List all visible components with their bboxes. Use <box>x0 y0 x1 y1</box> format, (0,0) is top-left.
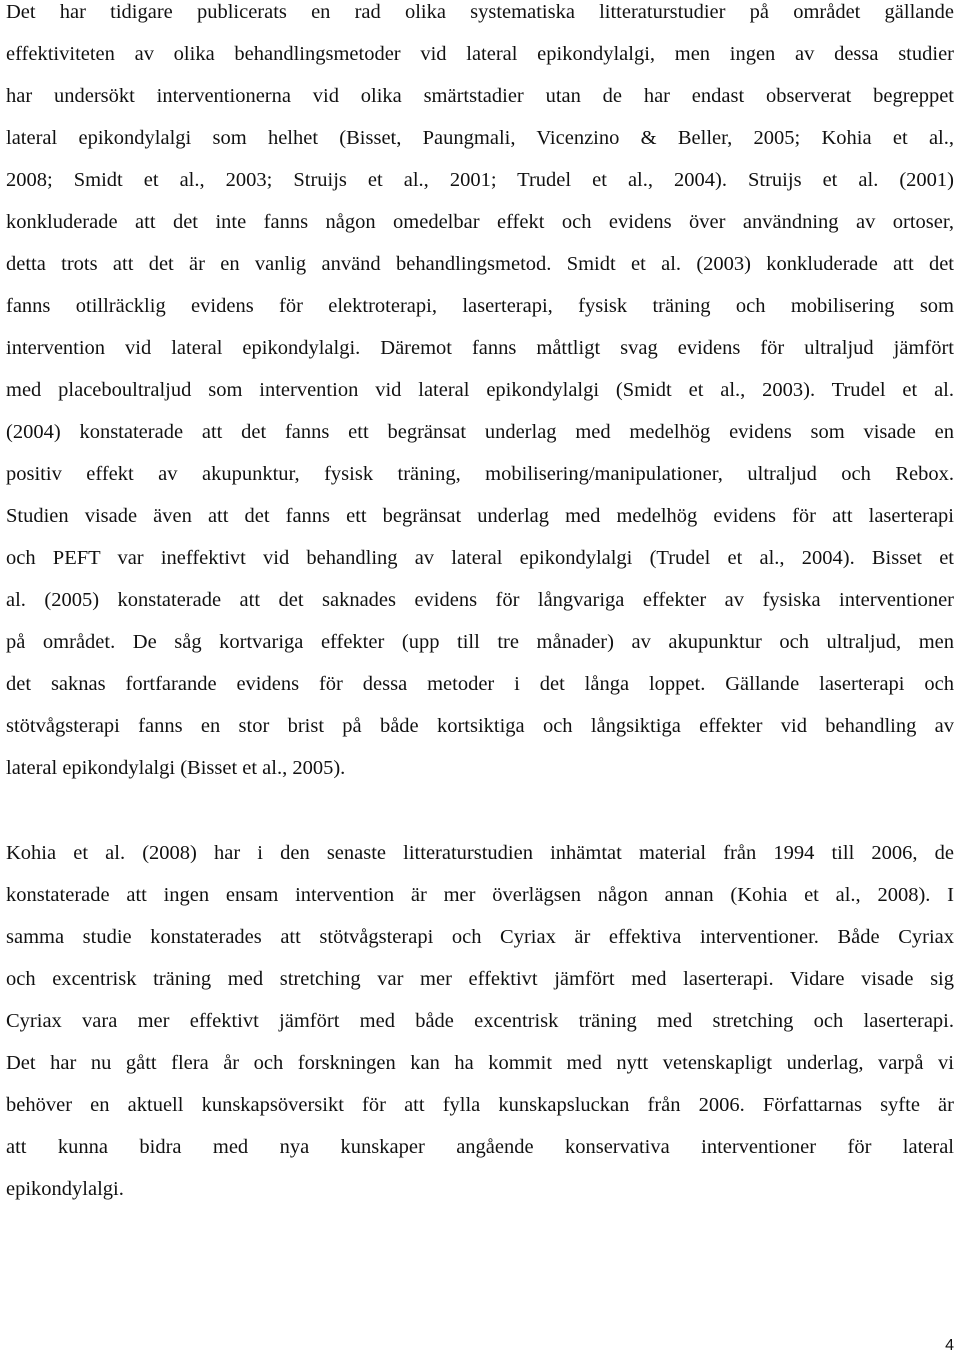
text-line: samma studie konstaterades att stötvågsterapi och Cyriax är effektiva interventioner. Både Cyriax <box>6 926 954 948</box>
text-line: effektiviteten av olika behandlingsmetoder vid lateral epikondylalgi, men ingen av dessa studier <box>6 43 954 65</box>
text-line: lateral epikondylalgi (Bisset et al., 2005). <box>6 757 346 779</box>
text-line: al. (2005) konstaterade att det saknades evidens för långvariga effekter av fysiska interventioner <box>6 589 954 611</box>
text-line: (2004) konstaterade att det fanns ett begränsat underlag med medelhög evidens som visade en <box>6 421 954 443</box>
text-line: med placeboultraljud som intervention vid lateral epikondylalgi (Smidt et al., 2003). Trudel et al. <box>6 379 954 401</box>
text-line: lateral epikondylalgi som helhet (Bisset, Paungmali, Vicenzino & Beller, 2005; Kohia et al., <box>6 127 954 149</box>
text-line: stötvågsterapi fanns en stor brist på både kortsiktiga och långsiktiga effekter vid behandling av <box>6 715 954 737</box>
text-line: fanns otillräcklig evidens för elektroterapi, laserterapi, fysisk träning och mobilisering som <box>6 295 954 317</box>
text-line: Det har nu gått flera år och forskningen kan ha kommit med nytt vetenskapligt underlag, varpå vi <box>6 1052 954 1074</box>
text-line: har undersökt interventionerna vid olika smärtstadier utan de har endast observerat begreppet <box>6 85 954 107</box>
text-line: och excentrisk träning med stretching var mer effektivt jämfört med laserterapi. Vidare visade sig <box>6 968 954 990</box>
text-line: 2008; Smidt et al., 2003; Struijs et al., 2001; Trudel et al., 2004). Struijs et al. (2001) <box>6 169 954 191</box>
text-line: Cyriax vara mer effektivt jämfört med både excentrisk träning med stretching och laserterapi. <box>6 1010 954 1032</box>
text-line: Kohia et al. (2008) har i den senaste litteraturstudien inhämtat material från 1994 till 2006, de <box>6 842 954 864</box>
text-line: Studien visade även att det fanns ett begränsat underlag med medelhög evidens för att laserterapi <box>6 505 954 527</box>
text-line: att kunna bidra med nya kunskaper angående konservativa interventioner för lateral <box>6 1136 954 1158</box>
text-line: intervention vid lateral epikondylalgi. Däremot fanns måttligt svag evidens för ultraljud jämfört <box>6 337 954 359</box>
text-line: Det har tidigare publicerats en rad olika systematiska litteraturstudier på området gällande <box>6 1 954 23</box>
text-line: positiv effekt av akupunktur, fysisk träning, mobilisering/manipulationer, ultraljud och Rebox. <box>6 463 954 485</box>
text-line: behöver en aktuell kunskapsöversikt för att fylla kunskapsluckan från 2006. Författarnas syfte är <box>6 1094 954 1116</box>
text-line: konkluderade att det inte fanns någon omedelbar effekt och evidens över användning av ortoser, <box>6 211 954 233</box>
text-line: epikondylalgi. <box>6 1178 124 1200</box>
text-line: det saknas fortfarande evidens för dessa metoder i det långa loppet. Gällande laserterapi och <box>6 673 954 695</box>
text-line: på området. De såg kortvariga effekter (upp till tre månader) av akupunktur och ultraljud, men <box>6 631 954 653</box>
text-line: konstaterade att ingen ensam intervention är mer överlägsen någon annan (Kohia et al., 2008). I <box>6 884 954 906</box>
page-number: 4 <box>945 1337 954 1354</box>
text-line: detta trots att det är en vanlig använd behandlingsmetod. Smidt et al. (2003) konkluderade att det <box>6 253 954 275</box>
text-line: och PEFT var ineffektivt vid behandling av lateral epikondylalgi (Trudel et al., 2004). Bisset et <box>6 547 954 569</box>
